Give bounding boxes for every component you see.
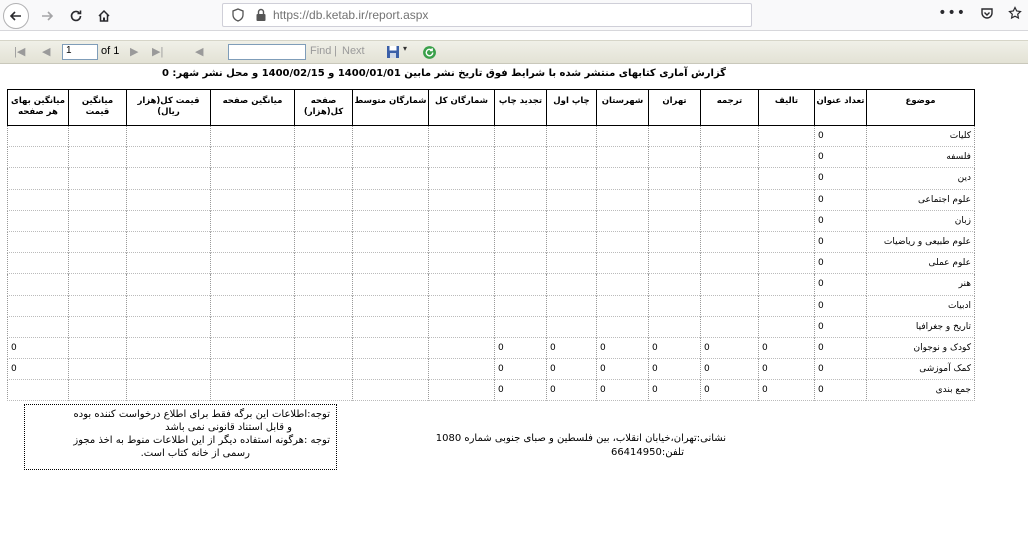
value-cell: 0: [759, 337, 815, 358]
value-cell: [127, 126, 211, 147]
value-cell: 0: [597, 337, 649, 358]
home-button[interactable]: [91, 3, 117, 29]
first-page-icon[interactable]: |◀: [14, 46, 26, 58]
value-cell: [429, 359, 495, 380]
value-cell: [649, 231, 701, 252]
column-header: میانگین صفحه: [211, 90, 295, 126]
value-cell: [353, 168, 429, 189]
table-row: [8, 359, 975, 380]
value-cell: [8, 189, 69, 210]
value-cell: [597, 274, 649, 295]
value-cell: 0: [701, 359, 759, 380]
value-cell: [495, 147, 547, 168]
report-title: گزارش آماری کتابهای منتشر شده با شرایط فوق تاریخ نشر مابین 1400/01/01 و 1400/02/15 و محل نشر شهر: 0: [161, 68, 726, 79]
page-actions-icon[interactable]: •••: [938, 5, 966, 21]
value-cell: [211, 168, 295, 189]
value-cell: [69, 253, 127, 274]
value-cell: [495, 168, 547, 189]
column-header: ترجمه: [701, 90, 759, 126]
tracking-shield-icon[interactable]: [231, 8, 245, 22]
value-cell: [69, 295, 127, 316]
value-cell: 0: [8, 359, 69, 380]
value-cell: [295, 147, 353, 168]
export-dropdown-icon[interactable]: ▾: [403, 44, 408, 53]
value-cell: [495, 126, 547, 147]
value-cell: [127, 231, 211, 252]
value-cell: 0: [815, 380, 867, 401]
column-header: شهرستان: [597, 90, 649, 126]
value-cell: [127, 295, 211, 316]
value-cell: [69, 189, 127, 210]
note-line: توجه :هرگونه استفاده دیگر از این اطلاعات منوط به اخذ مجوز: [73, 435, 330, 446]
address-bar[interactable]: [222, 3, 752, 27]
value-cell: 0: [815, 189, 867, 210]
column-header: میانگین قیمت: [69, 90, 127, 126]
value-cell: [649, 147, 701, 168]
value-cell: [295, 359, 353, 380]
table-row: [8, 380, 975, 401]
home-icon: [97, 9, 111, 23]
value-cell: [701, 168, 759, 189]
forward-button[interactable]: [34, 3, 60, 29]
value-cell: [211, 126, 295, 147]
value-cell: [649, 253, 701, 274]
value-cell: 0: [815, 337, 867, 358]
table-row: [8, 295, 975, 316]
reload-icon: [69, 9, 83, 23]
subject-cell: کودک و نوجوان: [867, 337, 975, 358]
value-cell: [429, 231, 495, 252]
report-table: [7, 89, 975, 401]
value-cell: [8, 168, 69, 189]
value-cell: [649, 274, 701, 295]
value-cell: [211, 337, 295, 358]
value-cell: 0: [815, 316, 867, 337]
value-cell: [353, 316, 429, 337]
find-text-input[interactable]: [228, 44, 306, 60]
value-cell: [429, 380, 495, 401]
table-row: [8, 253, 975, 274]
value-cell: 0: [649, 359, 701, 380]
value-cell: [353, 274, 429, 295]
value-cell: [295, 337, 353, 358]
value-cell: [495, 274, 547, 295]
value-cell: [429, 126, 495, 147]
value-cell: [547, 274, 597, 295]
column-header: شمارگان کل: [429, 90, 495, 126]
value-cell: 0: [815, 253, 867, 274]
value-cell: [127, 380, 211, 401]
value-cell: [295, 231, 353, 252]
value-cell: 0: [597, 380, 649, 401]
value-cell: 0: [759, 359, 815, 380]
value-cell: [701, 210, 759, 231]
value-cell: [8, 295, 69, 316]
value-cell: 0: [815, 147, 867, 168]
column-header: تالیف: [759, 90, 815, 126]
page-number-input[interactable]: 1: [62, 44, 98, 60]
value-cell: [759, 210, 815, 231]
value-cell: 0: [495, 380, 547, 401]
value-cell: [547, 231, 597, 252]
value-cell: 0: [547, 380, 597, 401]
refresh-icon[interactable]: [422, 45, 437, 60]
value-cell: [353, 126, 429, 147]
pocket-icon[interactable]: [980, 6, 994, 20]
value-cell: [211, 274, 295, 295]
value-cell: [127, 189, 211, 210]
value-cell: [701, 231, 759, 252]
value-cell: [127, 168, 211, 189]
value-cell: [295, 126, 353, 147]
value-cell: [597, 147, 649, 168]
value-cell: [295, 316, 353, 337]
find-link[interactable]: Find: [310, 45, 332, 57]
value-cell: [759, 274, 815, 295]
value-cell: [353, 253, 429, 274]
value-cell: [597, 126, 649, 147]
last-page-icon[interactable]: ▶|: [152, 46, 164, 58]
value-cell: [8, 253, 69, 274]
value-cell: 0: [495, 337, 547, 358]
value-cell: 0: [815, 210, 867, 231]
value-cell: [495, 231, 547, 252]
value-cell: [69, 359, 127, 380]
value-cell: [495, 253, 547, 274]
value-cell: [353, 359, 429, 380]
value-cell: [127, 274, 211, 295]
value-cell: [547, 147, 597, 168]
table-row: [8, 337, 975, 358]
value-cell: [701, 253, 759, 274]
note-line: رسمی از خانه کتاب است.: [140, 448, 250, 459]
browser-right-tools: [938, 5, 1022, 21]
back-button[interactable]: [3, 3, 29, 29]
find-separator: |: [334, 45, 337, 57]
table-header-row: [8, 90, 975, 126]
note-line: توجه:اطلاعات این برگه فقط برای اطلاع درخواست کننده بوده: [73, 409, 330, 420]
value-cell: [759, 316, 815, 337]
next-link[interactable]: Next: [342, 45, 365, 57]
subject-cell: هنر: [867, 274, 975, 295]
url-text: https://db.ketab.ir/report.aspx: [273, 8, 429, 22]
value-cell: [127, 337, 211, 358]
value-cell: [495, 189, 547, 210]
value-cell: [597, 168, 649, 189]
value-cell: [429, 210, 495, 231]
value-cell: 0: [649, 337, 701, 358]
value-cell: [353, 380, 429, 401]
value-cell: [597, 316, 649, 337]
subject-cell: دین: [867, 168, 975, 189]
value-cell: [759, 189, 815, 210]
subject-cell: کلیات: [867, 126, 975, 147]
subject-cell: زبان: [867, 210, 975, 231]
value-cell: [701, 316, 759, 337]
value-cell: [649, 210, 701, 231]
value-cell: 0: [547, 337, 597, 358]
value-cell: 0: [649, 380, 701, 401]
value-cell: [759, 126, 815, 147]
value-cell: [759, 295, 815, 316]
table-row: [8, 126, 975, 147]
value-cell: [211, 231, 295, 252]
value-cell: 0: [759, 380, 815, 401]
value-cell: [8, 380, 69, 401]
value-cell: [211, 295, 295, 316]
reload-button[interactable]: [63, 3, 89, 29]
disclaimer-note: [24, 404, 337, 470]
value-cell: [8, 231, 69, 252]
back-to-parent-icon[interactable]: ◀: [195, 46, 204, 58]
previous-page-icon[interactable]: ◀: [42, 46, 51, 58]
value-cell: 0: [701, 380, 759, 401]
value-cell: [495, 210, 547, 231]
value-cell: [649, 316, 701, 337]
phone-line: تلفن:66414950: [610, 447, 684, 458]
value-cell: [649, 168, 701, 189]
value-cell: 0: [815, 168, 867, 189]
value-cell: [597, 189, 649, 210]
value-cell: [69, 168, 127, 189]
value-cell: [759, 231, 815, 252]
next-page-icon[interactable]: ▶: [130, 46, 139, 58]
value-cell: [597, 231, 649, 252]
page-count-label: of 1: [101, 45, 120, 57]
column-header: صفحه کل(هزار): [295, 90, 353, 126]
value-cell: [353, 231, 429, 252]
value-cell: [8, 316, 69, 337]
subject-cell: ادبیات: [867, 295, 975, 316]
value-cell: [127, 210, 211, 231]
subject-cell: علوم اجتماعی: [867, 189, 975, 210]
value-cell: [211, 380, 295, 401]
value-cell: [701, 126, 759, 147]
value-cell: [69, 316, 127, 337]
value-cell: [759, 168, 815, 189]
value-cell: [701, 189, 759, 210]
value-cell: [8, 274, 69, 295]
subject-cell: جمع بندی: [867, 380, 975, 401]
column-header: میانگین بهای هر صفحه: [8, 90, 69, 126]
value-cell: [8, 126, 69, 147]
subject-cell: فلسفه: [867, 147, 975, 168]
value-cell: [69, 147, 127, 168]
subject-cell: علوم عملی: [867, 253, 975, 274]
value-cell: [353, 295, 429, 316]
value-cell: [649, 189, 701, 210]
value-cell: [353, 337, 429, 358]
value-cell: [69, 126, 127, 147]
value-cell: [759, 253, 815, 274]
value-cell: [211, 147, 295, 168]
value-cell: [597, 253, 649, 274]
column-header: چاپ اول: [547, 90, 597, 126]
value-cell: [295, 295, 353, 316]
value-cell: [211, 359, 295, 380]
table-row: [8, 189, 975, 210]
value-cell: [429, 316, 495, 337]
report-viewer-toolbar: [0, 40, 1028, 64]
value-cell: [495, 316, 547, 337]
value-cell: [211, 253, 295, 274]
value-cell: 0: [815, 295, 867, 316]
value-cell: [8, 210, 69, 231]
value-cell: 0: [815, 231, 867, 252]
value-cell: [69, 337, 127, 358]
value-cell: [211, 316, 295, 337]
table-row: [8, 168, 975, 189]
value-cell: [211, 189, 295, 210]
table-row: [8, 274, 975, 295]
value-cell: [495, 295, 547, 316]
value-cell: 0: [495, 359, 547, 380]
value-cell: [547, 295, 597, 316]
value-cell: 0: [8, 337, 69, 358]
value-cell: 0: [815, 126, 867, 147]
value-cell: 0: [815, 359, 867, 380]
value-cell: [547, 168, 597, 189]
value-cell: 0: [815, 274, 867, 295]
column-header: تعداد عنوان: [815, 90, 867, 126]
value-cell: [8, 147, 69, 168]
value-cell: [211, 210, 295, 231]
table-row: [8, 231, 975, 252]
value-cell: [353, 147, 429, 168]
value-cell: [429, 295, 495, 316]
subject-cell: علوم طبیعی و ریاضیات: [867, 231, 975, 252]
value-cell: 0: [701, 337, 759, 358]
value-cell: [547, 316, 597, 337]
value-cell: [295, 210, 353, 231]
table-body: [8, 126, 975, 401]
value-cell: [597, 295, 649, 316]
subject-cell: تاریخ و جغرافیا: [867, 316, 975, 337]
value-cell: [295, 189, 353, 210]
column-header: تهران: [649, 90, 701, 126]
address-line: نشانی:تهران،خیابان انقلاب، بین فلسطین و صبای جنوبی شماره 1080: [435, 433, 726, 444]
value-cell: [69, 210, 127, 231]
column-header: قیمت کل(هزار ریال): [127, 90, 211, 126]
browser-toolbar: [0, 0, 1028, 31]
value-cell: [429, 274, 495, 295]
value-cell: [353, 189, 429, 210]
value-cell: [547, 253, 597, 274]
value-cell: [547, 189, 597, 210]
subject-cell: کمک آموزشی: [867, 359, 975, 380]
value-cell: [353, 210, 429, 231]
table-row: [8, 147, 975, 168]
value-cell: [127, 359, 211, 380]
value-cell: [295, 380, 353, 401]
value-cell: [429, 253, 495, 274]
value-cell: [597, 210, 649, 231]
value-cell: [127, 253, 211, 274]
note-line: و قابل استناد قانونی نمی باشد: [165, 422, 292, 433]
value-cell: [295, 168, 353, 189]
value-cell: [295, 253, 353, 274]
value-cell: [701, 295, 759, 316]
value-cell: [547, 126, 597, 147]
forward-arrow-icon: [40, 9, 54, 23]
value-cell: [295, 274, 353, 295]
export-save-icon[interactable]: [386, 45, 400, 59]
value-cell: [429, 147, 495, 168]
value-cell: [429, 337, 495, 358]
value-cell: [69, 380, 127, 401]
back-arrow-icon: [9, 9, 23, 23]
value-cell: [649, 126, 701, 147]
column-header: شمارگان متوسط: [353, 90, 429, 126]
value-cell: [759, 147, 815, 168]
value-cell: [701, 147, 759, 168]
value-cell: [69, 231, 127, 252]
table-row: [8, 210, 975, 231]
value-cell: 0: [597, 359, 649, 380]
lock-icon[interactable]: [255, 8, 267, 22]
value-cell: [69, 274, 127, 295]
column-header: موضوع: [867, 90, 975, 126]
table-row: [8, 316, 975, 337]
value-cell: [429, 168, 495, 189]
value-cell: [127, 147, 211, 168]
bookmark-star-icon[interactable]: [1008, 6, 1022, 20]
value-cell: [701, 274, 759, 295]
value-cell: [649, 295, 701, 316]
column-header: تجدید چاپ: [495, 90, 547, 126]
value-cell: [127, 316, 211, 337]
value-cell: 0: [547, 359, 597, 380]
value-cell: [547, 210, 597, 231]
value-cell: [429, 189, 495, 210]
contact-address: [380, 432, 726, 460]
